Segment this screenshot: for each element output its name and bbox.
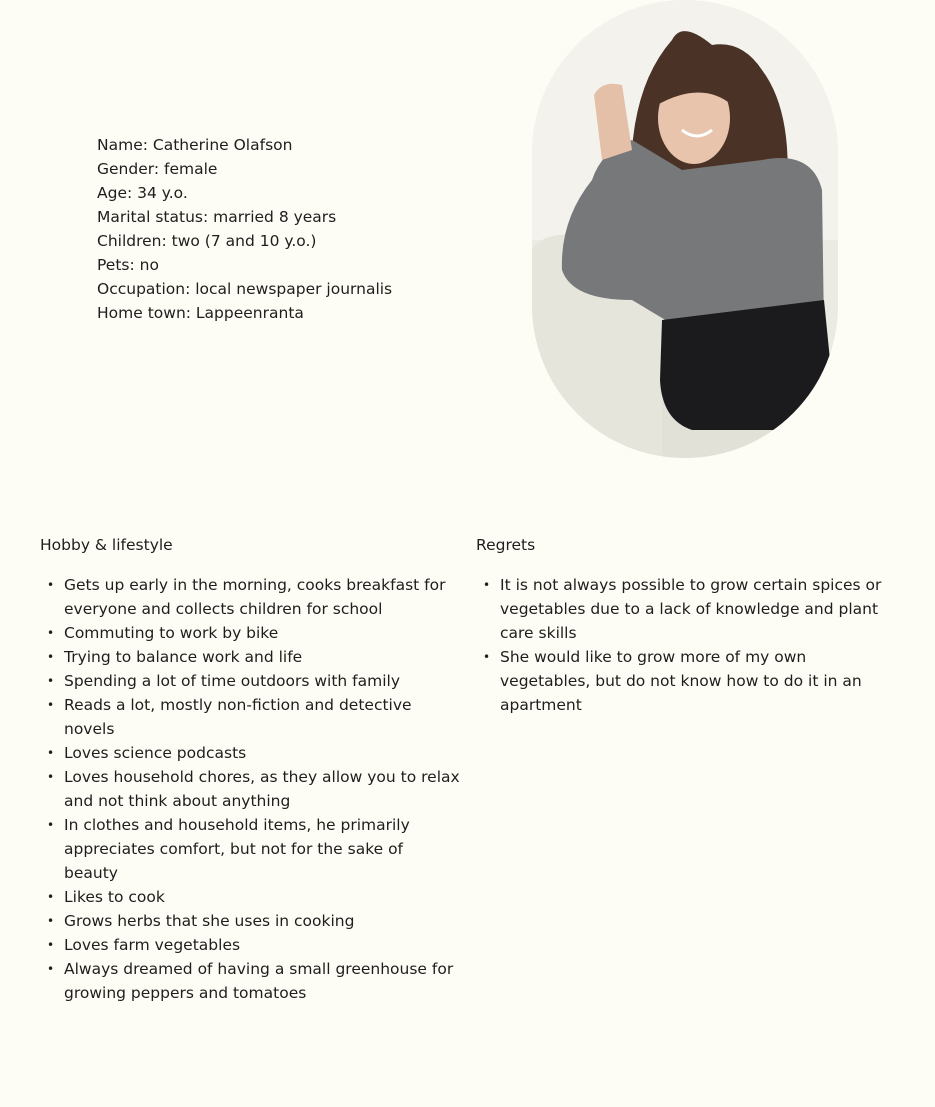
- persona-photo-illustration: [532, 0, 838, 458]
- regrets-list: [476, 573, 896, 717]
- profile-name: Name: Catherine Olafson: [97, 136, 293, 154]
- hobby-lifestyle-heading: Hobby & lifestyle: [40, 536, 173, 554]
- list-item: • Spending a lot of time outdoors with family: [40, 669, 460, 693]
- profile-children: Children: two (7 and 10 y.o.): [97, 232, 317, 250]
- profile-age: Age: 34 y.o.: [97, 184, 188, 202]
- profile-hometown: Home town: Lappeenranta: [97, 304, 304, 322]
- list-item: • Grows herbs that she uses in cooking: [40, 909, 460, 933]
- list-item: • Always dreamed of having a small greenhouse for growing peppers and tomatoes: [40, 957, 460, 1005]
- list-item: • In clothes and household items, he primarily appreciates comfort, but not for the sake of beauty: [40, 813, 460, 885]
- profile-occupation: Occupation: local newspaper journalis: [97, 280, 393, 298]
- list-item: • Likes to cook: [40, 885, 460, 909]
- profile-gender: Gender: female: [97, 160, 218, 178]
- profile-pets: Pets: no: [97, 256, 159, 274]
- list-item: • Loves farm vegetables: [40, 933, 460, 957]
- regrets-heading: Regrets: [476, 536, 536, 554]
- profile-details: [97, 133, 392, 325]
- list-item: • Reads a lot, mostly non-fiction and detective novels: [40, 693, 460, 741]
- profile-marital-status: Marital status: married 8 years: [97, 208, 337, 226]
- list-item: • Trying to balance work and life: [40, 645, 460, 669]
- list-item: • Loves science podcasts: [40, 741, 460, 765]
- hobby-lifestyle-section: [40, 533, 460, 1005]
- regrets-section: [476, 533, 896, 717]
- list-item: • Gets up early in the morning, cooks breakfast for everyone and collects children for school: [40, 573, 460, 621]
- list-item: • She would like to grow more of my own vegetables, but do not know how to do it in an apartment: [476, 645, 896, 717]
- list-item: • Loves household chores, as they allow you to relax and not think about anything: [40, 765, 460, 813]
- list-item: • It is not always possible to grow certain spices or vegetables due to a lack of knowledge and plant care skills: [476, 573, 896, 645]
- list-item: • Commuting to work by bike: [40, 621, 460, 645]
- hobby-lifestyle-list: [40, 573, 460, 1005]
- persona-photo: [532, 0, 838, 458]
